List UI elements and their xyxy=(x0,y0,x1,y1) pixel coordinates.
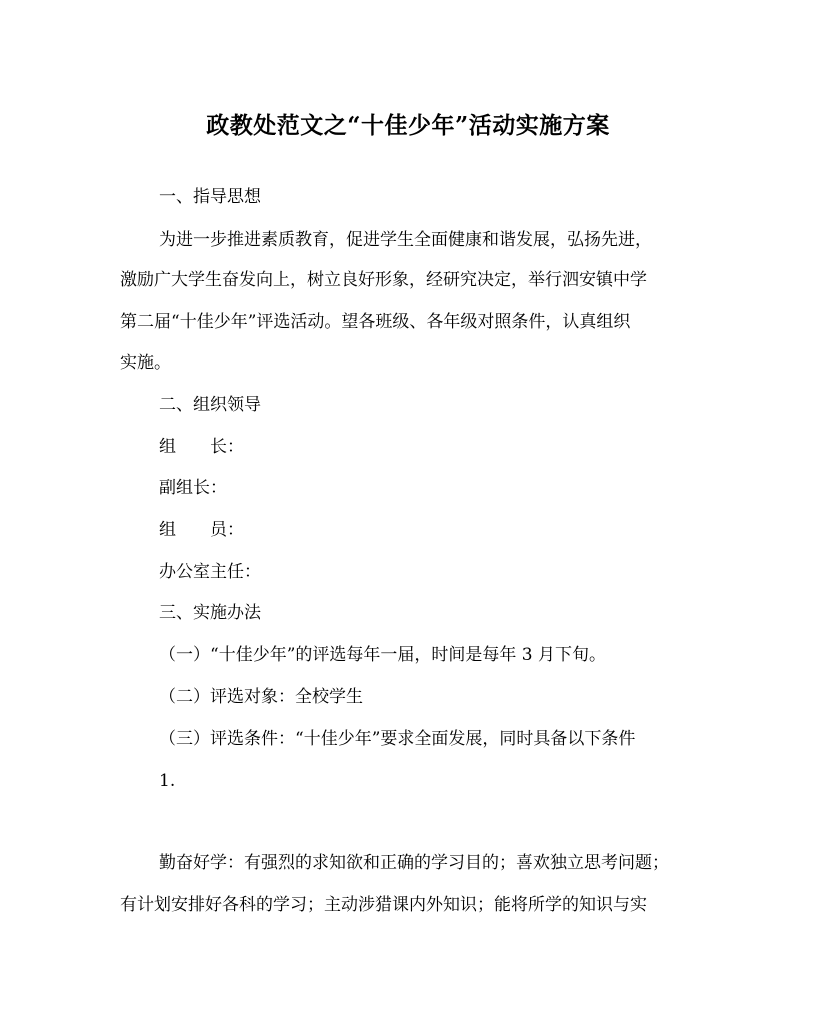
section-heading-implementation: 三、实施办法 xyxy=(159,603,261,623)
paragraph-line: 实施。 xyxy=(120,353,171,373)
document-title: 政教处范文之“十佳少年”活动实施方案 xyxy=(206,112,610,139)
criteria-paragraph-line: 勤奋好学：有强烈的求知欲和正确的学习目的；喜欢独立思考问题； xyxy=(159,853,669,873)
leader-label: 组 长： xyxy=(159,437,244,457)
implementation-item: （三）评选条件：“十佳少年”要求全面发展，同时具备以下条件 xyxy=(159,729,636,749)
member-label: 组 员： xyxy=(159,520,244,540)
implementation-item: （二）评选对象：全校学生 xyxy=(159,687,363,707)
criteria-paragraph-line: 有计划安排好各科的学习；主动涉猎课内外知识；能将所学的知识与实 xyxy=(120,895,647,915)
implementation-item: （一）“十佳少年”的评选每年一届，时间是每年 3 月下旬。 xyxy=(159,645,607,665)
section-heading-guiding-ideology: 一、指导思想 xyxy=(159,187,261,207)
office-director-label: 办公室主任： xyxy=(159,562,261,582)
paragraph-line: 激励广大学生奋发向上，树立良好形象，经研究决定，举行泗安镇中学 xyxy=(120,270,647,290)
criteria-number: 1. xyxy=(159,771,176,791)
paragraph-line: 为进一步推进素质教育，促进学生全面健康和谐发展，弘扬先进， xyxy=(159,230,652,250)
deputy-leader-label: 副组长： xyxy=(159,478,227,498)
section-heading-organization: 二、组织领导 xyxy=(159,395,261,415)
paragraph-line: 第二届“十佳少年”评选活动。望各班级、各年级对照条件，认真组织 xyxy=(120,312,631,332)
